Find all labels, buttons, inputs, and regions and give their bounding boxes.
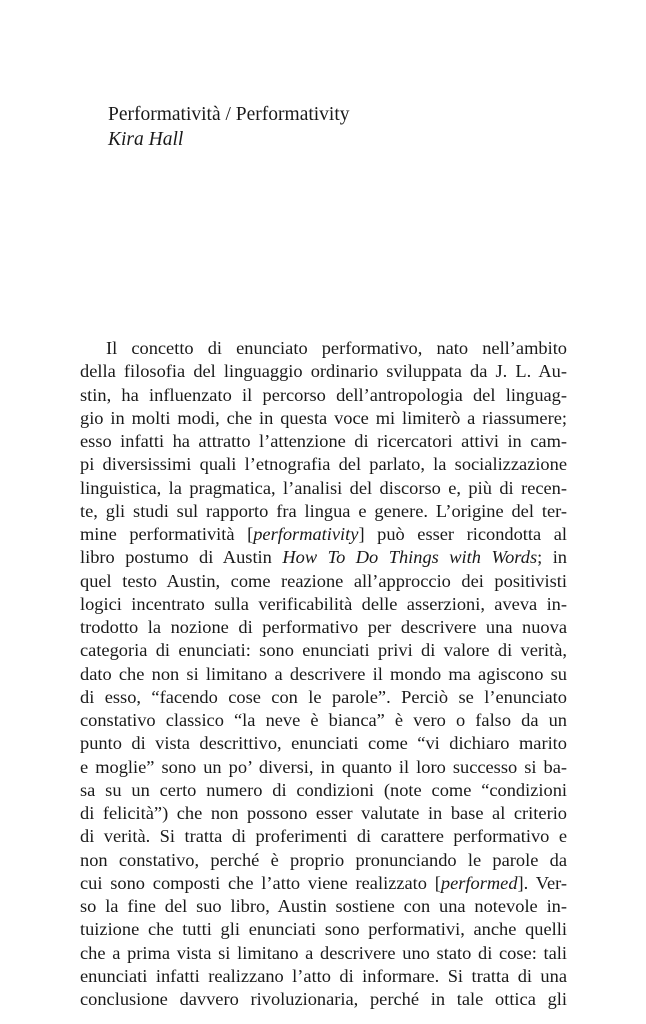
- italic-term: performativity: [253, 524, 359, 544]
- text-line: trodotto la nozione di performativo per descrivere una nuova: [80, 617, 567, 637]
- text-line: stin, ha influenzato il percorso dell’antropologia del linguag-: [80, 384, 567, 405]
- text-line: logici incentrato sulla verificabilità delle asserzioni, aveva in-: [80, 593, 567, 614]
- book-title: How To Do Things with Words: [282, 547, 538, 568]
- entry-header: [108, 102, 350, 152]
- text-line: dato che non si limitano a descrivere il mondo ma agiscono su: [80, 663, 567, 684]
- text-line: che a prima vista si limitano a descrivere uno stato di cose: tali: [80, 942, 567, 963]
- text-line: conclusione davvero rivoluzionaria, perché in tale ottica gli: [80, 989, 567, 1009]
- text-line: linguistica, la pragmatica, l’analisi del discorso e, più di recen-: [80, 477, 567, 498]
- text-line: di felicità”) che non possono esser valutate in base al criterio: [80, 803, 567, 823]
- text-line: di verità. Si tratta di proferimenti di carattere performativo e: [80, 826, 567, 847]
- text-line: categoria di enunciati: sono enunciati privi di valore di verità,: [80, 640, 567, 661]
- text-line: libro postumo di Austin How To Do Things with Words; in: [80, 547, 568, 568]
- text-line: e moglie” sono un po’ diversi, in quanto il loro successo si ba-: [80, 756, 567, 777]
- text-line: enunciati infatti realizzano l’atto di informare. Si tratta di una: [80, 965, 567, 986]
- body-paragraph: [80, 337, 567, 1011]
- text-line: so la fine del suo libro, Austin sostiene con una notevole in-: [80, 896, 567, 916]
- text-line: cui sono composti che l’atto viene realizzato [performed]. Ver-: [80, 872, 567, 893]
- text-line: sa su un certo numero di condizioni (note come “condizioni: [80, 779, 567, 800]
- entry-title: Performatività / Performativity: [108, 104, 350, 125]
- text-line: esso infatti ha attratto l’attenzione di ricercatori attivi in cam-: [80, 431, 567, 451]
- text-line: te, gli studi sul rapporto fra lingua e genere. L’origine del ter-: [80, 500, 567, 521]
- italic-term: performed: [440, 872, 518, 893]
- text-line: gio in molti modi, che in questa voce mi limiterò a riassumere;: [80, 407, 567, 428]
- text-line: quel testo Austin, come reazione all’approccio dei positivisti: [80, 570, 567, 591]
- text-line: mine performatività [performativity] può esser ricondotta al: [80, 524, 567, 544]
- text-line: tuizione che tutti gli enunciati sono performativi, anche quelli: [80, 919, 567, 940]
- text-line: di esso, “facendo cose con le parole”. Perciò se l’enunciato: [80, 686, 567, 707]
- text-line: constativo classico “la neve è bianca” è vero o falso da un: [80, 710, 567, 730]
- entry-author: Kira Hall: [108, 129, 184, 150]
- text-line: non constativo, perché è proprio pronunciando le parole da: [80, 849, 567, 870]
- text-line: Il concetto di enunciato performativo, nato nell’ambito: [106, 338, 567, 358]
- text-line: pi diversissimi quali l’etnografia del parlato, la socializzazione: [80, 454, 567, 475]
- text-line: punto di vista descrittivo, enunciati come “vi dichiaro marito: [80, 733, 567, 754]
- text-line: della filosofia del linguaggio ordinario sviluppata da J. L. Au-: [80, 361, 567, 382]
